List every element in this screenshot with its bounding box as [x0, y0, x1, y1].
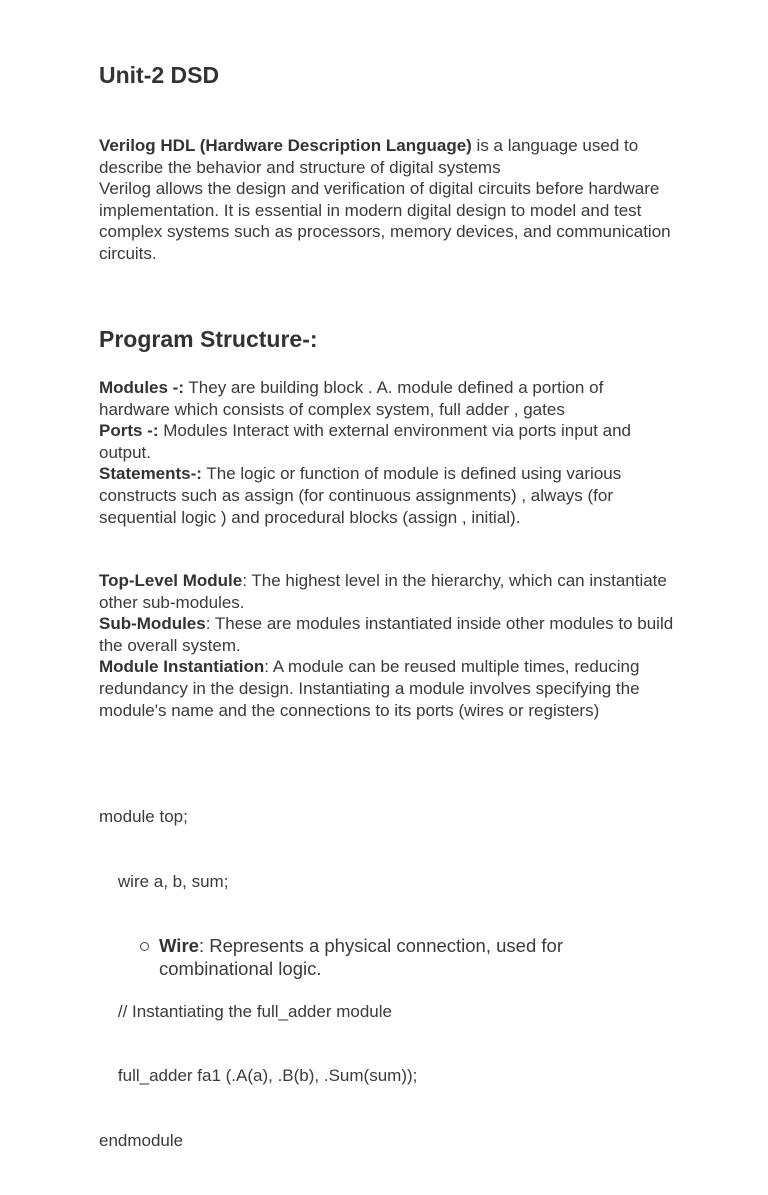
structure-item-modules: [99, 377, 674, 420]
code-line: full_adder fa1 (.A(a), .B(b), .Sum(sum));: [99, 1066, 418, 1086]
bullet-circle-icon: [140, 942, 149, 951]
definition: The logic or function of module is defined using various constructs such as assign (for continuous assignments) , always (for sequential logic ) and procedural blocks (assign , initial).: [99, 464, 622, 527]
term: Statements-:: [99, 464, 202, 484]
definition: They are building block . A. module defined a portion of hardware which consists of complex system, full adder , gates: [99, 378, 604, 419]
hierarchy-item-top-level: [99, 570, 674, 613]
term: Top-Level Module: [99, 571, 243, 590]
intro-bold-term: Verilog HDL (Hardware Description Language): [99, 136, 472, 155]
section-heading: Program Structure-:: [99, 326, 318, 352]
intro-line-2: Verilog allows the design and verification of digital circuits before hardware implementation. It is essential in modern digital design to model and test complex systems such as processors, memory devices, and communication circuits.: [99, 179, 671, 263]
intro-text: is a language used to describe the behavior and structure of digital systems: [99, 136, 639, 177]
intro-line-1: [99, 135, 674, 178]
hierarchy-item-sub-modules: [99, 613, 674, 656]
term: Wire: [159, 935, 199, 956]
term: Module Instantiation: [99, 657, 265, 677]
bullet-text: [159, 934, 660, 980]
page-title: Unit-2 DSD: [99, 62, 220, 88]
definition: : A module can be reused multiple times, reducing redundancy in the design. Instantiating a module involves specifying the module's name and the connections to its ports (wires or registers): [99, 657, 640, 720]
code-line: endmodule: [99, 1131, 184, 1151]
definition: : Represents a physical connection, used for combinational logic.: [159, 935, 563, 979]
code-line: // Instantiating the full_adder module: [99, 1001, 392, 1021]
hierarchy-item-instantiation: [99, 656, 674, 721]
definition: : These are modules instantiated inside other modules to build the overall system.: [99, 614, 674, 655]
structure-item-ports: [99, 420, 674, 463]
definition: : The highest level in the hierarchy, which can instantiate other sub-modules.: [99, 571, 667, 612]
term: Sub-Modules: [99, 614, 206, 634]
definition: Modules Interact with external environment via ports input and output.: [99, 421, 631, 462]
structure-list: [99, 377, 674, 528]
structure-item-statements: [99, 463, 674, 528]
code-line: wire a, b, sum;: [99, 871, 229, 891]
list-item-wire: [140, 934, 660, 980]
term: Modules -:: [99, 378, 184, 397]
code-line: module top;: [99, 807, 188, 827]
hierarchy-list: [99, 570, 674, 721]
intro-paragraph: [99, 135, 674, 265]
term: Ports -:: [99, 421, 159, 441]
